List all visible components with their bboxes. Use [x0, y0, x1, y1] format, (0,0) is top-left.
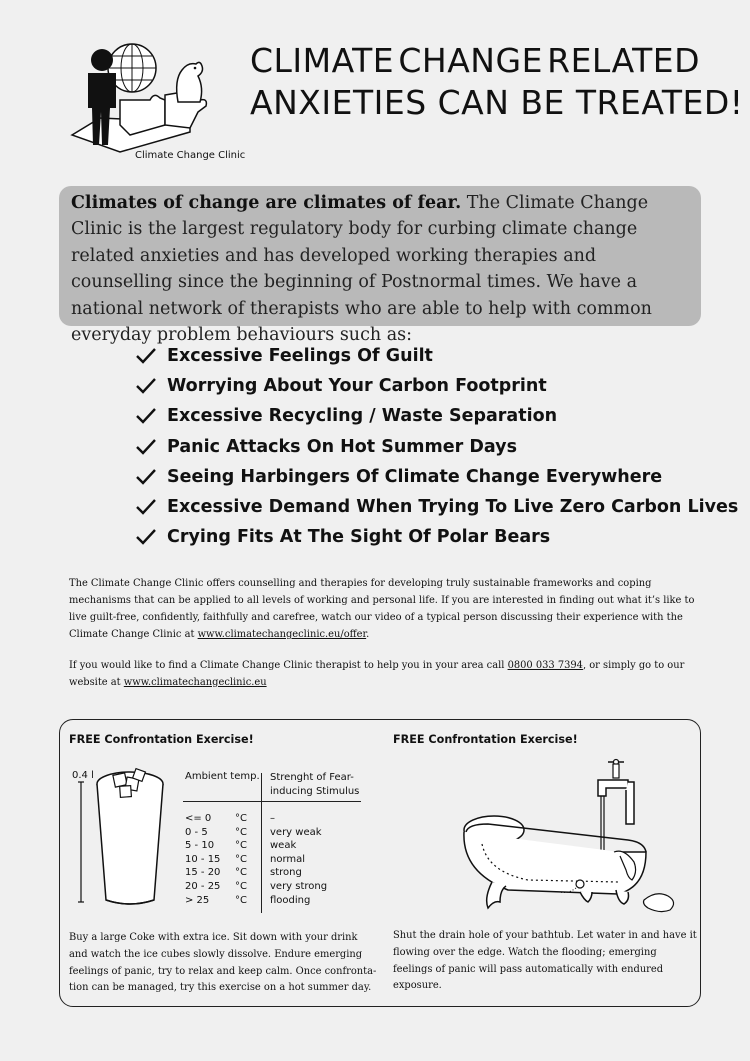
intro-box — [59, 186, 701, 346]
climate-change-clinic-logo — [70, 40, 250, 165]
table-header-stimulus: Strenght of Fear-inducing Stimulus — [270, 772, 360, 797]
exercise-box: FREE Confrontation Exercise! FREE Confrontation Exercise! 0.4 l Ambient temp. Strenght of Fear-inducing Stimulus <= 0 °C – 0 - 5 °C very weak 5 - 10 °C weak 10 - 15 °C normal 15 - 20 °C strong 20 - 25 °C very strong > 25 °C flooding Buy a large Coke with extra ice. Sit down with your drink and watch the ice cubes slowly dissolve. Endure emerging feelings of panic, try to relax and keep calm. Once confronta-tion can be managed, try this exercise on a hot summer day. Shut the drain hole of your bathtub. Let water in and have it flowing over the edge. Watch the flooding; emerging feelings of panic will pass automatically with endured exposure. — [59, 719, 701, 1007]
phone-link[interactable]: 0800 033 7394 — [507, 660, 583, 671]
coke-cup-illustration — [70, 762, 175, 912]
checkmark-icon — [135, 498, 157, 516]
logo-caption: Climate Change Clinic — [135, 150, 246, 161]
bathtub-illustration — [448, 752, 680, 917]
contact-paragraph: If you would like to find a Climate Change Clinic therapist to help you in your area call 0800 033 7394, or simply go to our website at www.climatechangeclinic.eu — [69, 660, 685, 688]
checklist-item: Excessive Demand When Trying To Live Zero Carbon Lives — [135, 492, 738, 522]
intro-body: The Climate Change Clinic is the largest regulatory body for curbing climate change related anxieties and has developed working therapies and counselling since the beginning of Postnormal times. We have a national network of therapists who are able to help with common everyday problem behaviours such as: — [71, 193, 652, 346]
website-link[interactable]: www.climatechangeclinic.eu — [123, 677, 267, 688]
checklist-item: Crying Fits At The Sight Of Polar Bears — [135, 522, 738, 552]
exercise-right-title: FREE Confrontation Exercise! — [393, 733, 578, 746]
exercise-left-title: FREE Confrontation Exercise! — [69, 733, 254, 746]
headline-line-1: CLIMATE CHANGE RELATED — [250, 41, 700, 80]
checkmark-icon — [135, 407, 157, 425]
table-divider-horizontal — [183, 801, 361, 802]
offer-link[interactable]: www.climatechangeclinic.eu/offer — [197, 629, 367, 640]
checkmark-icon — [135, 377, 157, 395]
intro-lead: Climates of change are climates of fear. — [71, 193, 462, 213]
checkmark-icon — [135, 438, 157, 456]
headline — [250, 40, 744, 124]
table-divider-vertical — [261, 773, 262, 913]
headline-line-2: ANXIETIES CAN BE TREATED! — [250, 83, 744, 122]
checkmark-icon — [135, 468, 157, 486]
checkmark-icon — [135, 528, 157, 546]
behaviour-checklist — [135, 341, 738, 552]
checklist-item: Panic Attacks On Hot Summer Days — [135, 432, 738, 462]
checkmark-icon — [135, 347, 157, 365]
exercise-right-text: Shut the drain hole of your bathtub. Let water in and have it flowing over the edge. Watch the flooding; emerging feelings of panic will pass automatically with endured exposure. — [393, 930, 697, 992]
checklist-item: Seeing Harbingers Of Climate Change Everywhere — [135, 462, 738, 492]
checklist-item: Excessive Recycling / Waste Separation — [135, 401, 738, 431]
checklist-item: Excessive Feelings Of Guilt — [135, 341, 738, 371]
exercise-left-text: Buy a large Coke with extra ice. Sit down with your drink and watch the ice cubes slowly dissolve. Endure emerging feelings of panic, try to relax and keep calm. Once confronta-tion can be managed, try this exercise on a hot summer day. — [69, 932, 377, 994]
cup-volume-label: 0.4 l — [72, 770, 94, 781]
offer-paragraph: The Climate Change Clinic offers counselling and therapies for developing truly sustainable frameworks and coping mechanisms that can be applied to all levels of working and personal life. If you are interested in finding out what it’s like to live guilt-free, confidently, faithfully and carefree, watch our video of a typical person discussing their experience with the Climate Change Clinic at www.climatechangeclinic.eu/offer. — [69, 578, 695, 640]
checklist-item: Worrying About Your Carbon Footprint — [135, 371, 738, 401]
table-header-ambient: Ambient temp. — [185, 771, 260, 782]
